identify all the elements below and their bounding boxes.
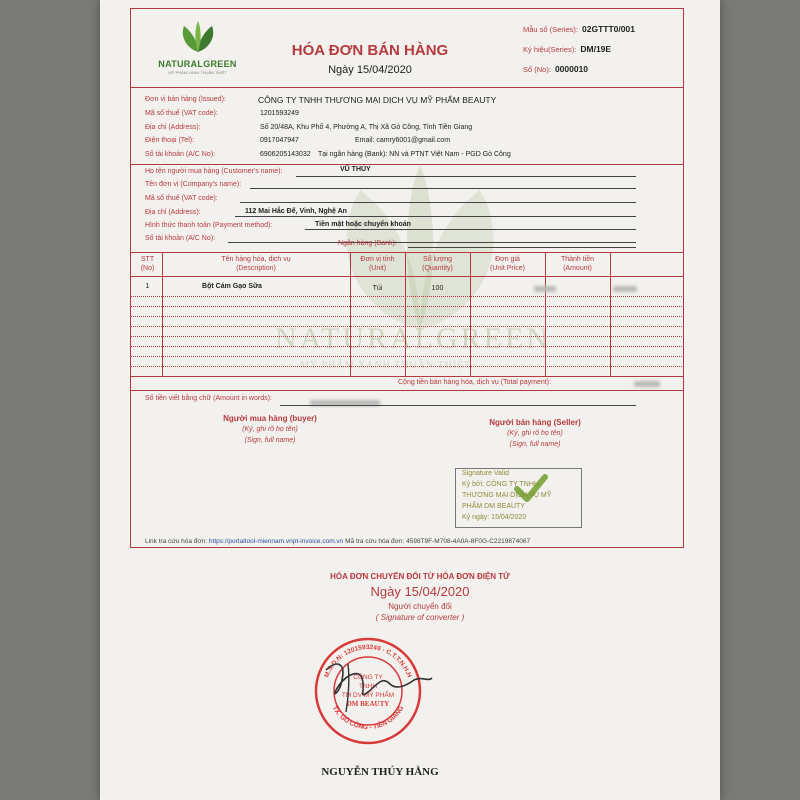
table-row-line [130,296,684,297]
stamp-ring-bottom: TX. GÒ CÔNG - TIỀN GIANG [330,704,406,732]
table-col-divider [610,252,611,376]
seller-account: 6906205143032 [260,151,311,158]
signature-line: Ký bởi: CÔNG TY TNHH [462,481,539,488]
amount-words-line [280,405,636,406]
seller-tax: 1201593249 [260,110,299,117]
row-unit: Túi [372,285,383,292]
buyer-account-line [228,242,636,243]
table-row-line [130,346,684,347]
buyer-address-line [235,216,636,217]
signature-line: THƯƠNG MẠI DỊCH VỤ MỸ [462,492,552,499]
invoice-date: Ngày 15/04/2020 [328,64,412,76]
seller-phone: 0917047947 [260,137,299,144]
table-header-unit-price: Đơn giá (Unit Price) [489,256,525,272]
buyer-company-line [250,188,636,189]
symbol-number: Ký hiệu(Series): DM/19E [523,44,612,54]
buyer-payment-label: Hình thức thanh toán (Payment method): [145,222,273,229]
buyer-name-label: Họ tên người mua hàng (Customer's name): [145,168,283,175]
logo-tagline: MỸ PHẨM XANH THUẦN THIỆT [168,70,227,75]
seller-signature-title: Người bán hàng (Seller) [489,418,581,427]
invoice-border [130,8,684,548]
seller-account-label: Số tài khoản (A/C No): [145,151,216,158]
redacted-unit-price [534,286,556,292]
brand-watermark: NATURALGREEN [275,322,551,355]
table-bottom-border [130,376,684,377]
seller-name: CÔNG TY TNHH THƯƠNG MẠI DỊCH VỤ MỸ PHẨM BEAUTY [258,95,497,105]
lookup-label: Link tra cứu hóa đơn: [145,538,208,545]
table-row-line [130,356,684,357]
row-no: 1 [145,283,150,290]
buyer-account-label: Số tài khoản (A/C No): [145,235,216,242]
signature-date: Ký ngày: 15/04/2020 [462,514,527,521]
total-label: Cộng tiền bán hàng hóa, dịch vụ (Total payment): [398,379,551,386]
table-row-line [130,316,684,317]
table-top-border [130,252,684,253]
lookup-line [145,538,530,545]
handwritten-signature [318,650,438,720]
stamp-ring-top: M.S.D.N: 1201593249 - C.T.T.N.H.H [323,643,413,679]
table-header-border [130,276,684,277]
seller-address: Số 20/48A, Khu Phố 4, Phường A, Thị Xã Gò Công, Tỉnh Tiền Giang [260,124,473,131]
seller-address-label: Địa chỉ (Address): [145,124,201,131]
stamp-line: TM DV MỸ PHẨM [341,692,395,699]
buyer-tax-line [240,202,636,203]
buyer-bank-line [408,247,636,248]
seller-tax-label: Mã số thuế (VAT code): [145,110,218,117]
buyer-name: VŨ THỦY [340,166,371,173]
table-header-quantity: Số lượng (Quantity) [422,256,453,272]
seller-signature-sub: (Sign, full name) [509,441,561,448]
signature-line: PHẨM DM BEAUTY [462,503,526,510]
form-number: Mẫu số (Series): 02GTTT0/001 [523,24,635,34]
invoice-number: Số (No): 0000010 [523,64,589,74]
seller-name-label: Đơn vị bán hàng (Issued): [145,96,226,103]
table-header-no: STT (No) [140,256,155,272]
converted-date: Ngày 15/04/2020 [370,584,470,599]
invoice-title: HÓA ĐƠN BÁN HÀNG [291,42,449,59]
leaf-logo-icon [174,20,222,54]
row-quantity: 100 [431,285,444,292]
row-description: Bột Cám Gạo Sữa [202,283,262,290]
total-divider [130,390,684,391]
buyer-payment-line [305,229,636,230]
seller-phone-label: Điện thoại (Tel): [145,137,195,144]
buyer-signature-title: Người mua hàng (buyer) [223,414,317,423]
redacted-amount [613,286,637,292]
buyer-bank-label: Ngân hàng (Bank): [338,240,397,247]
table-row-line [130,306,684,307]
tagline-watermark: MỸ PHẨM XANH THUẦN THIỆT [300,360,472,371]
stamp-line: TNHH [358,683,378,690]
converter-label: Người chuyển đổi [388,602,452,611]
buyer-address-label: Địa chỉ (Address): [145,209,201,216]
signature-valid: Signature Valid [462,470,509,477]
stamp-line: CÔNG TY [353,674,383,681]
table-header-description: Tên hàng hóa, dịch vụ (Description) [221,256,291,272]
buyer-payment: Tiền mặt hoặc chuyển khoản [315,221,411,228]
invoice-paper [100,0,720,800]
converted-title: HÓA ĐƠN CHUYỂN ĐỔI TỪ HÓA ĐƠN ĐIỆN TỬ [330,572,510,581]
table-row-line [130,326,684,327]
table-row-line [130,366,684,367]
table-row-line [130,336,684,337]
lookup-link[interactable]: https://portaltool-miennam.vnpt-invoice.com.vn [208,538,344,545]
signer-name: NGUYỄN THÚY HẰNG [321,766,439,778]
amount-words-label: Số tiền viết bằng chữ (Amount in words): [145,395,272,402]
buyer-name-line [296,176,636,177]
company-logo [150,20,245,75]
buyer-signature-sub: (Ký, ghi rõ họ tên) [242,426,298,433]
header-divider [130,87,684,88]
seller-divider [130,164,684,165]
seller-signature-sub: (Ký, ghi rõ họ tên) [507,430,563,437]
stamp-line: DM BEAUTY [346,700,390,708]
buyer-signature-sub: (Sign, full name) [244,437,296,444]
buyer-address: 112 Mai Hắc Đế, Vinh, Nghệ An [245,208,347,215]
buyer-company-label: Tên đơn vị (Company's name): [145,181,242,188]
table-header-amount: Thành tiền (Amount) [560,256,595,272]
buyer-tax-label: Mã số thuế (VAT code): [145,195,218,202]
table-header-unit: Đơn vị tính (Unit) [360,256,395,272]
converter-label-en: ( Signature of converter ) [375,613,465,622]
seller-email: Email: camry6001@gmail.com [355,137,451,144]
redacted-total [634,381,660,387]
seller-bank: Tại ngân hàng (Bank): NN và PTNT Việt Nam - PGD Gò Công [318,151,511,158]
lookup-code: Mã tra cứu hóa đơn: 4598T9F-M708-4A0A-8F0G-C2219874067 [345,538,531,545]
logo-text: NATURALGREEN [158,59,237,69]
